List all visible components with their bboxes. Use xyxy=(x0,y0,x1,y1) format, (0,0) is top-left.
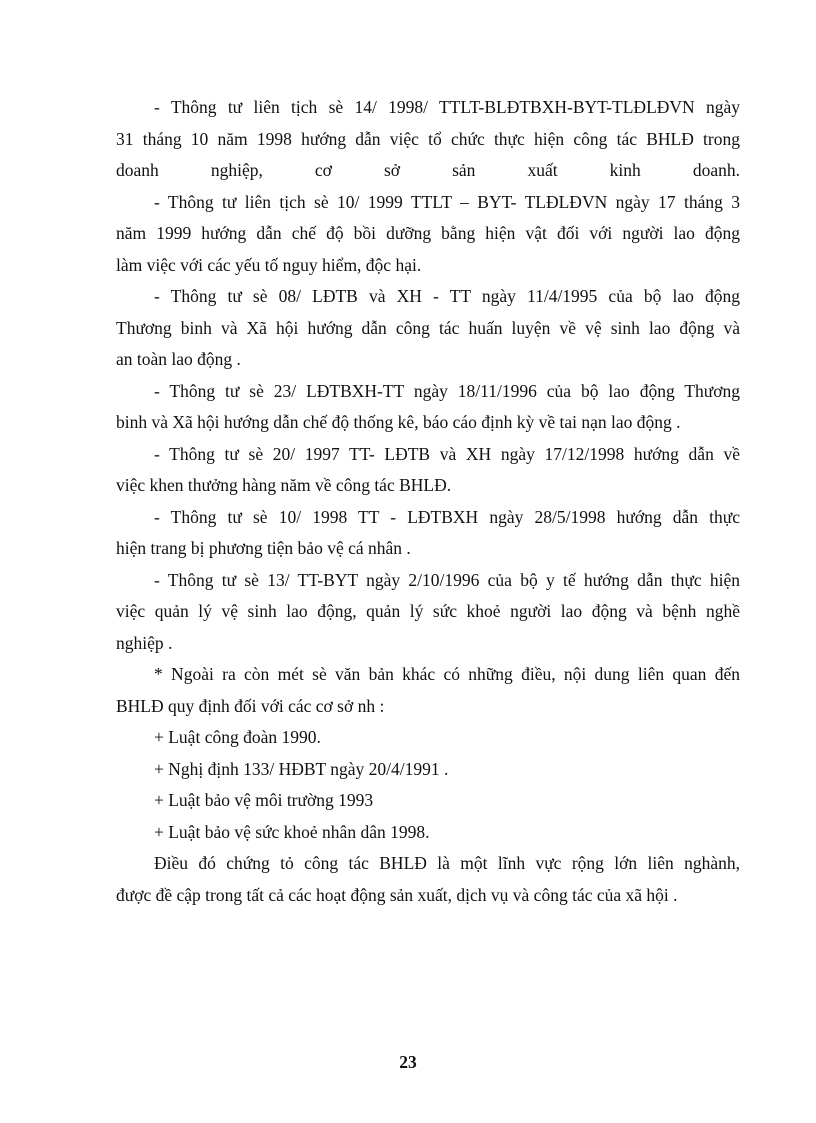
text-line: - Thông tư sè 13/ TT-BYT ngày 2/10/1996 của bộ y tế hướng dẫn thực hiện xyxy=(154,569,740,590)
text-line: BHLĐ quy định đối với các cơ sở nh : xyxy=(116,695,385,716)
text-line: binh và Xã hội hướng dẫn chế độ thống kê, báo cáo định kỳ về tai nạn lao động . xyxy=(116,412,681,432)
text-line: - Thông tư sè 20/ 1997 TT- LĐTB và XH ngày 17/12/1998 hướng dẫn về xyxy=(154,443,740,464)
text-line: nghiệp . xyxy=(116,632,173,653)
text-line: - Thông tư liên tịch sè 14/ 1998/ TTLT-BLĐTBXH-BYT-TLĐLĐVN ngày xyxy=(154,97,740,117)
list-item: + Luật bảo vệ môi trường 1993 xyxy=(154,790,374,810)
text-line: doanh nghiệp, cơ sở sản xuất kinh doanh. xyxy=(116,160,740,180)
text-line: việc khen thưởng hàng năm về công tác BHLĐ. xyxy=(116,475,452,495)
text-line: Điều đó chứng tỏ công tác BHLĐ là một lĩnh vực rộng lớn liên nghành, xyxy=(154,853,740,873)
text-line: Thương binh và Xã hội hướng dẫn công tác huấn luyện về vệ sinh lao động và xyxy=(116,317,740,338)
text-line: - Thông tư sè 10/ 1998 TT - LĐTBXH ngày 28/5/1998 hướng dẫn thực xyxy=(154,506,740,527)
text-line: 31 tháng 10 năm 1998 hướng dẫn việc tổ chức thực hiện công tác BHLĐ trong xyxy=(116,128,740,149)
text-line: hiện trang bị phương tiện bảo vệ cá nhân . xyxy=(116,538,411,558)
text-line: - Thông tư sè 08/ LĐTB và XH - TT ngày 11/4/1995 của bộ lao động xyxy=(154,286,740,306)
text-line: - Thông tư sè 23/ LĐTBXH-TT ngày 18/11/1996 của bộ lao động Thương xyxy=(154,380,740,401)
text-line: được đề cập trong tất cả các hoạt động sản xuất, dịch vụ và công tác của xã hội . xyxy=(116,884,678,905)
text-line: năm 1999 hướng dẫn chế độ bồi dưỡng bằng hiện vật đối với người lao động xyxy=(116,223,740,243)
list-item: + Nghị định 133/ HĐBT ngày 20/4/1991 . xyxy=(154,758,449,779)
text-line: * Ngoài ra còn mét sè văn bản khác có những điều, nội dung liên quan đến xyxy=(154,664,740,684)
text-line: việc quản lý vệ sinh lao động, quản lý sức khoẻ người lao động và bệnh nghề xyxy=(116,601,740,621)
page-number: 23 xyxy=(399,1052,417,1072)
body-text xyxy=(116,92,740,911)
list-item: + Luật công đoàn 1990. xyxy=(154,727,321,747)
text-line: an toàn lao động . xyxy=(116,349,241,369)
text-line: - Thông tư liên tịch sè 10/ 1999 TTLT – BYT- TLĐLĐVN ngày 17 tháng 3 xyxy=(154,191,740,212)
text-line: làm việc với các yếu tố nguy hiểm, độc hại. xyxy=(116,254,422,275)
list-item: + Luật bảo vệ sức khoẻ nhân dân 1998. xyxy=(154,821,430,842)
